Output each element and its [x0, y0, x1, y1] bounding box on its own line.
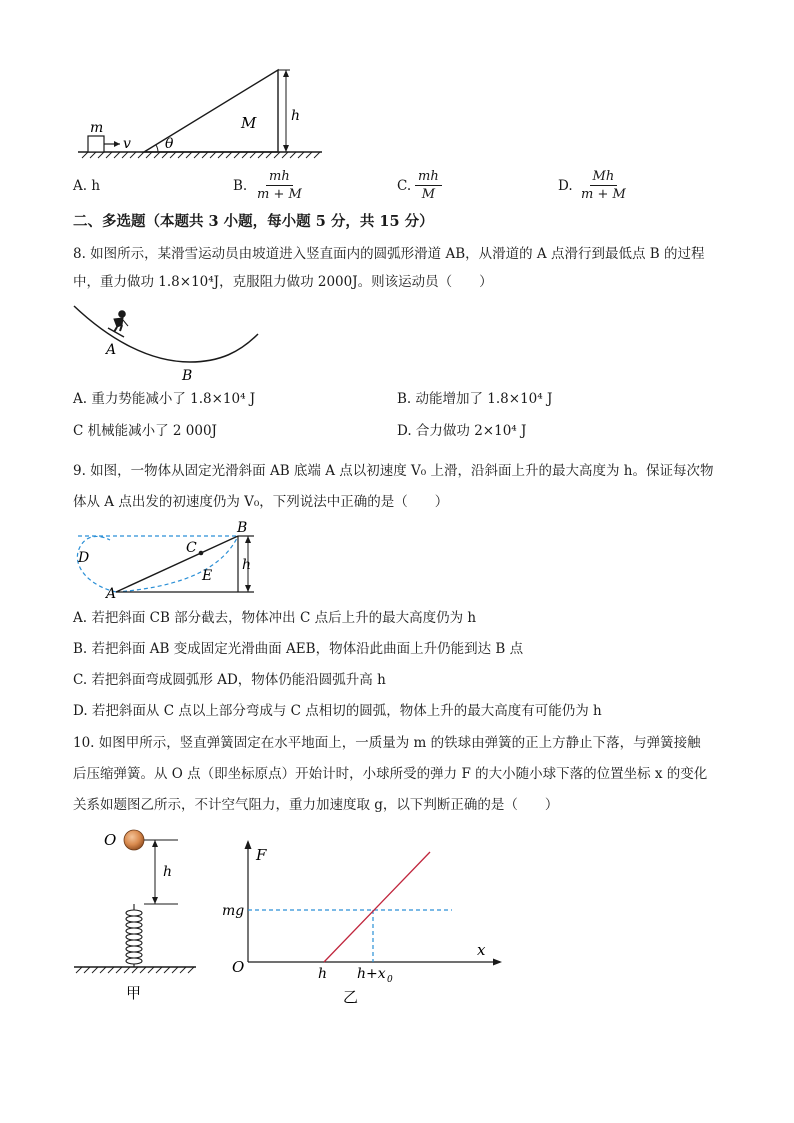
q9-label-a: A — [106, 586, 117, 602]
q7-option-d-letter: D. — [558, 178, 573, 194]
spring-icon — [126, 904, 142, 967]
q9-label-b: B — [237, 520, 248, 536]
q7-label-theta: θ — [165, 136, 174, 152]
q10-jia-label-o: O — [104, 831, 117, 849]
q10-yi-label-mg: mg — [222, 903, 245, 919]
q9-incline-ab — [116, 536, 238, 592]
section2-heading: 二、多选题（本题共 3 小题，每小题 5 分，共 15 分） — [73, 213, 434, 230]
q10-yi-label-h: h — [318, 966, 328, 982]
q7-option-b-fraction: $\frac{mh}{m + M}$ — [257, 169, 302, 202]
q8-stem-line2: 中，重力做功 1.8×10⁴J，克服阻力做功 2000J。则该运动员（ ） — [73, 274, 493, 290]
q7-option-a-letter: A. — [73, 178, 88, 194]
q9-option-c[interactable]: C. 若把斜面弯成圆弧形 AD，物体仍能沿圆弧升高 h — [73, 672, 386, 688]
q8-label-a: A — [106, 342, 117, 358]
q9-point-c — [199, 551, 204, 556]
q7-option-c-fraction: $\frac{mh}{M}$ — [415, 169, 442, 202]
q9-stem-line2: 体从 A 点出发的初速度仍为 V₀，下列说法中正确的是（ ） — [73, 494, 449, 510]
q10-stem-line3: 关系如题图乙所示，不计空气阻力，重力加速度取 g，以下判断正确的是（ ） — [73, 797, 559, 813]
q9-option-d[interactable]: D. 若把斜面从 C 点以上部分弯成与 C 点相切的圆弧，物体上升的最大高度有可能仍为 h — [73, 703, 602, 719]
q7-label-m: m — [90, 120, 104, 136]
q7-label-v: v — [123, 136, 131, 152]
q9-label-d: D — [78, 550, 90, 566]
q10-figure-yi — [224, 838, 514, 1008]
q8-stem-line1: 8. 如图所示，某滑雪运动员由坡道进入竖直面内的圆弧形滑道 AB，从滑道的 A 点滑行到最低点 B 的过程 — [73, 246, 705, 262]
q8-option-a[interactable]: A. 重力势能减小了 1.8×10⁴ J — [73, 391, 256, 407]
q10-jia-caption: 甲 — [126, 984, 142, 1002]
q7-block — [88, 136, 104, 152]
q9-label-h: h — [242, 557, 252, 573]
q8-label-b: B — [182, 368, 193, 384]
q9-incline-figure — [70, 518, 270, 600]
q8-arc-track-figure — [70, 300, 270, 385]
q10-yi-label-f: F — [256, 846, 267, 864]
q10-yi-label-x: x — [477, 941, 486, 959]
q8-option-c[interactable]: C 机械能减小了 2 000J — [73, 423, 217, 439]
q10-force-line — [324, 852, 430, 962]
q7-option-a-text: h — [91, 178, 101, 194]
q9-option-b[interactable]: B. 若把斜面 AB 变成固定光滑曲面 AEB，物体沿此曲面上升仍能到达 B 点 — [73, 641, 524, 657]
q7-label-M: M — [241, 114, 257, 132]
q10-stem-line2: 后压缩弹簧。从 O 点（即坐标原点）开始计时，小球所受的弹力 F 的大小随小球下落的位置坐标 x 的变化 — [73, 766, 708, 782]
q10-yi-label-hx0: h+x — [357, 966, 386, 982]
q7-option-b-letter: B. — [233, 178, 248, 194]
skier-icon — [108, 311, 128, 337]
q8-arc-track — [74, 306, 258, 362]
q9-label-c: C — [186, 540, 197, 556]
q7-option-c-letter: C. — [397, 178, 412, 194]
q10-jia-label-h: h — [163, 864, 173, 880]
q7-option-d-fraction: $\frac{Mh}{m + M}$ — [581, 169, 626, 202]
q8-option-b[interactable]: B. 动能增加了 1.8×10⁴ J — [397, 391, 553, 407]
q10-stem-line1: 10. 如图甲所示，竖直弹簧固定在水平地面上，一质量为 m 的铁球由弹簧的正上方静止下落，与弹簧接触 — [73, 735, 701, 751]
q7-option-a[interactable] — [73, 176, 100, 196]
q8-option-d[interactable]: D. 合力做功 2×10⁴ J — [397, 423, 527, 439]
q7-ground-hatch — [82, 152, 320, 158]
q10-figure-jia — [70, 826, 210, 1006]
q9-stem-line1: 9. 如图，一物体从固定光滑斜面 AB 底端 A 点以初速度 V₀ 上滑，沿斜面上升的最大高度为 h。保证每次物 — [73, 463, 714, 479]
q10-ball — [124, 830, 144, 850]
q7-incline-figure — [70, 62, 330, 162]
q10-yi-label-o: O — [232, 958, 245, 976]
q9-option-a[interactable]: A. 若把斜面 CB 部分截去，物体冲出 C 点后上升的最大高度仍为 h — [73, 610, 477, 626]
q7-label-h: h — [291, 108, 301, 124]
q10-yi-label-sub0: 0 — [387, 975, 393, 985]
q7-angle-arc — [156, 145, 158, 152]
q9-label-e: E — [202, 568, 213, 584]
q10-yi-caption: 乙 — [343, 988, 359, 1006]
